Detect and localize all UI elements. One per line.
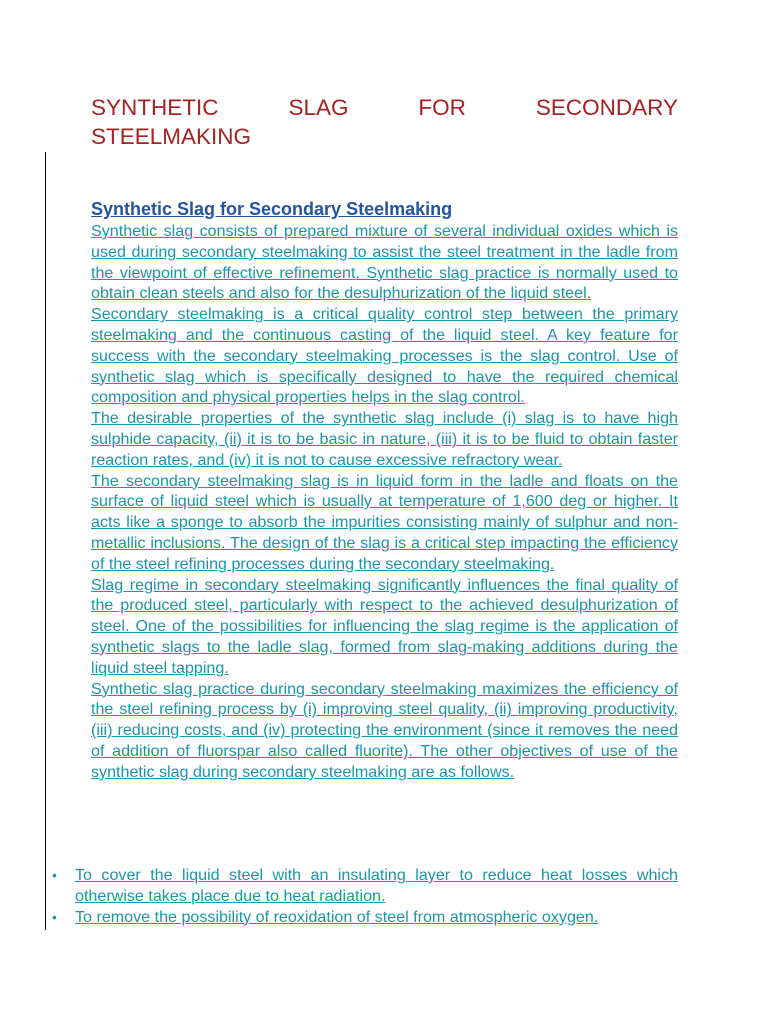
bullet-icon: • bbox=[52, 867, 57, 883]
paragraph-link[interactable]: Synthetic slag consists of prepared mixture of several individual oxides which is used during secondary steelmaking to assist the steel treatment in the ladle from the viewpoint of effective refinement. Synthetic slag practice is normally used to obtain clean steels and also for the desulphurization of the liquid steel. bbox=[91, 222, 678, 303]
paragraph-link[interactable]: The secondary steelmaking slag is in liquid form in the ladle and floats on the surface of liquid steel which is usually at temperature of 1,600 deg or higher. It acts like a sponge to absorb the impurities consisting mainly of sulphur and non-metallic inclusions. The design of the slag is a critical step impacting the efficiency of the steel refining processes during the secondary steelmaking. bbox=[91, 471, 678, 573]
paragraph-link[interactable]: Slag regime in secondary steelmaking significantly influences the final quality of the produced steel, particularly with respect to the achieved desulphurization of steel. One of the possibilities for influencing the slag regime is the application of synthetic slags to the ladle slag, formed from slag-making additions during the liquid steel tapping. bbox=[91, 575, 678, 677]
paragraph-link[interactable]: The desirable properties of the synthetic slag include (i) slag is to have high sulphide capacity, (ii) it is to be basic in nature, (iii) it is to be fluid to obtain faster reaction rates, and (iv) it is not to cause excessive refractory wear. bbox=[91, 409, 678, 469]
title-word: FOR bbox=[418, 95, 466, 120]
title-word: SYNTHETIC bbox=[91, 95, 219, 120]
document-title bbox=[91, 93, 678, 151]
objectives-list bbox=[46, 865, 678, 927]
bullet-link[interactable]: To cover the liquid steel with an insulating layer to reduce heat losses which otherwise takes place due to heat radiation. bbox=[75, 866, 678, 905]
bullet-link[interactable]: To remove the possibility of reoxidation of steel from atmospheric oxygen. bbox=[75, 907, 599, 926]
title-word: SLAG bbox=[288, 95, 349, 120]
left-margin-rule bbox=[45, 152, 46, 930]
document-title-line1 bbox=[91, 93, 678, 122]
paragraph-link[interactable]: Secondary steelmaking is a critical quality control step between the primary steelmaking and the continuous casting of the liquid steel. A key feature for success with the secondary steelmaking processes is the slag control. Use of synthetic slag which is specifically designed to have the required chemical composition and physical properties helps in the slag control. bbox=[91, 305, 678, 407]
subheading-link[interactable]: Synthetic Slag for Secondary Steelmaking bbox=[91, 199, 453, 219]
bullet-icon: • bbox=[52, 908, 57, 925]
list-item bbox=[46, 907, 678, 928]
paragraph-link[interactable]: Synthetic slag practice during secondary steelmaking maximizes the efficiency of the steel refining process by (i) improving steel quality, (ii) improving productivity, (iii) reducing costs, and (iv) protecting the environment (since it removes the need of addition of fluorspar also called fluorite). The other objectives of use of the synthetic slag during secondary steelmaking are as follows. bbox=[91, 679, 678, 781]
list-item bbox=[46, 865, 678, 907]
document-body bbox=[91, 197, 678, 783]
title-word: SECONDARY bbox=[535, 95, 678, 120]
document-title-line2: STEELMAKING bbox=[91, 124, 252, 149]
